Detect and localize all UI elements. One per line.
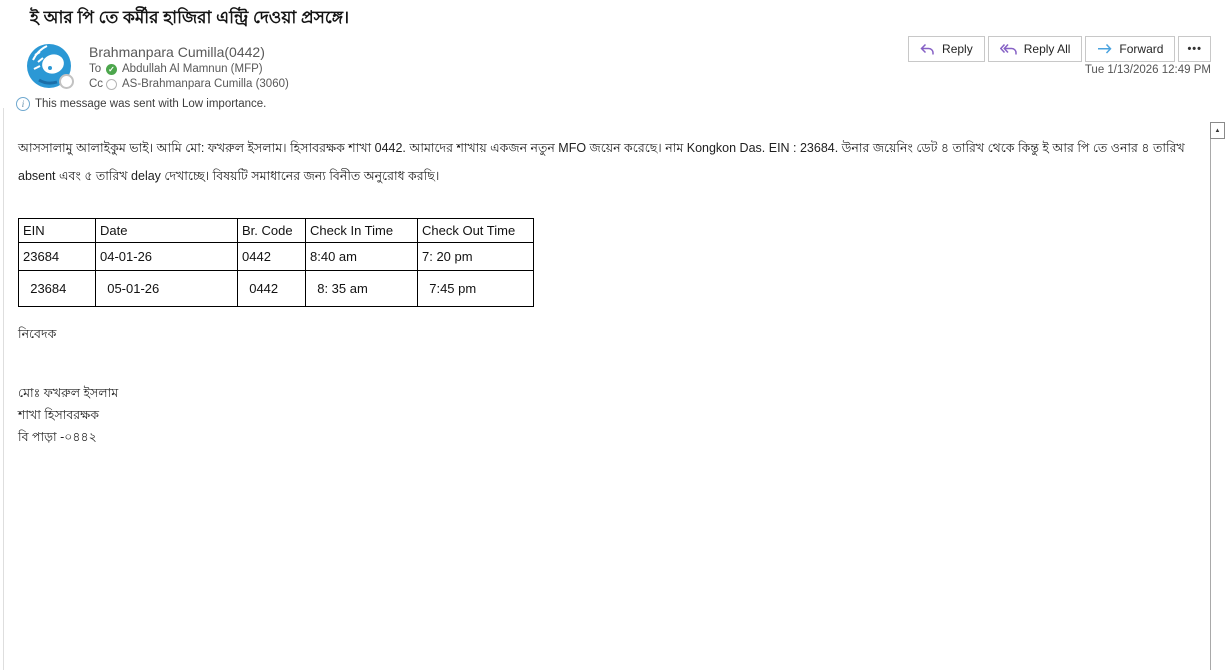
email-header xyxy=(25,42,289,90)
importance-notice-text: This message was sent with Low importance. xyxy=(35,98,267,110)
to-line xyxy=(89,63,289,75)
sender-avatar[interactable] xyxy=(25,42,73,90)
signature-title: শাখা হিসাবরক্ষক xyxy=(18,408,100,422)
cc-line xyxy=(89,78,289,90)
table-cell: 8:40 am xyxy=(306,243,418,271)
email-subject: ই আর পি তে কর্মীর হাজিরা এন্ট্রি দেওয়া প্রসঙ্গে। xyxy=(30,8,350,27)
more-actions-icon: ••• xyxy=(1187,43,1202,55)
info-icon: i xyxy=(16,97,30,111)
signature-name: মোঃ ফখরুল ইসলাম xyxy=(18,386,119,400)
table-cell: 04-01-26 xyxy=(96,243,238,271)
table-header-row xyxy=(19,219,534,243)
pane-left-border xyxy=(3,108,4,670)
to-label: To xyxy=(89,63,102,75)
reply-all-button[interactable] xyxy=(988,36,1083,62)
cc-recipient[interactable]: AS-Brahmanpara Cumilla (3060) xyxy=(122,78,289,90)
cc-presence-icon xyxy=(106,79,117,90)
forward-button-label: Forward xyxy=(1119,42,1164,56)
forward-icon xyxy=(1097,43,1112,55)
reply-all-icon xyxy=(1000,43,1017,56)
table-header-cell: EIN xyxy=(19,219,96,243)
scroll-up-arrow-icon: ▲ xyxy=(1214,127,1221,134)
table-cell: 05-01-26 xyxy=(96,271,238,307)
email-action-bar xyxy=(908,36,1211,62)
sender-name[interactable]: Brahmanpara Cumilla(0442) xyxy=(89,44,265,60)
scroll-up-button[interactable] xyxy=(1210,122,1225,139)
table-cell: 7: 20 pm xyxy=(418,243,534,271)
table-cell: 8: 35 am xyxy=(306,271,418,307)
table-header-cell: Check In Time xyxy=(306,219,418,243)
reply-button[interactable] xyxy=(908,36,985,62)
table-cell: 0442 xyxy=(238,271,306,307)
signature-closing: নিবেদক xyxy=(18,327,57,341)
table-header-cell: Date xyxy=(96,219,238,243)
email-body: আসসালামু আলাইকুম ভাই। আমি মো: ফখরুল ইসলাম। হিসাবরক্ষক শাখা 0442. আমাদের শাখায় একজন নতুন MFO জয়েন করেছে। নাম Kongkon Das. EIN : 23684. উনার জয়েনিং ডেট ৪ তারিখ থেকে কিন্তু ই আর পি তে ওনার ৪ তারিখ absent এবং ৫ তারিখ delay দেখাচ্ছে। বিষয়টি সমাধানের জন্য বিনীত অনুরোধ করছি। xyxy=(18,141,1185,183)
reply-icon xyxy=(920,43,935,56)
table-row xyxy=(19,243,534,271)
table-row xyxy=(19,271,534,307)
table-body xyxy=(19,243,534,307)
to-recipient[interactable]: Abdullah Al Mamnun (MFP) xyxy=(122,63,263,75)
presence-indicator xyxy=(59,74,74,89)
forward-button[interactable] xyxy=(1085,36,1175,62)
more-actions-button[interactable] xyxy=(1178,36,1211,62)
table-cell: 0442 xyxy=(238,243,306,271)
scrollbar-track[interactable] xyxy=(1210,122,1225,670)
recipient-presence-icon: ✓ xyxy=(106,64,117,75)
table-header-cell: Br. Code xyxy=(238,219,306,243)
table-header-cell: Check Out Time xyxy=(418,219,534,243)
reply-all-button-label: Reply All xyxy=(1023,42,1071,56)
importance-notice xyxy=(16,97,266,111)
reply-button-label: Reply xyxy=(942,42,973,56)
cc-label: Cc xyxy=(89,78,104,90)
table-cell: 23684 xyxy=(19,271,96,307)
email-timestamp: Tue 1/13/2026 12:49 PM xyxy=(1084,64,1211,76)
table-cell: 7:45 pm xyxy=(418,271,534,307)
attendance-table xyxy=(18,218,534,307)
email-signature xyxy=(18,326,118,448)
signature-branch: বি পাড়া -০৪৪২ xyxy=(18,430,97,444)
table-cell: 23684 xyxy=(19,243,96,271)
vertical-scrollbar[interactable] xyxy=(1210,122,1225,670)
sender-info xyxy=(89,42,289,90)
